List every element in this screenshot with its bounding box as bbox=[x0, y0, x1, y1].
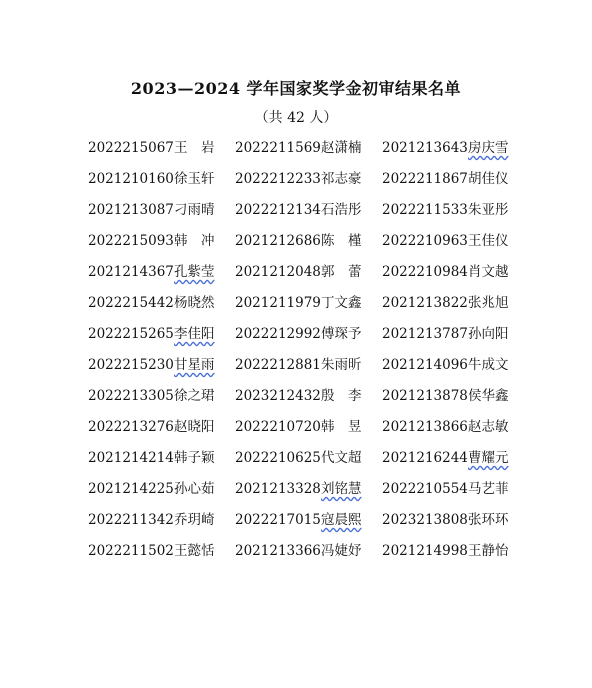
student-id: 2021212686 bbox=[235, 233, 321, 249]
student-id: 2021214214 bbox=[88, 450, 174, 466]
student-id: 2023212432 bbox=[235, 388, 321, 404]
list-item bbox=[235, 138, 377, 158]
student-name: 王静怡 bbox=[468, 543, 509, 559]
student-id: 2022211867 bbox=[382, 171, 468, 187]
student-name: 陈 槿 bbox=[321, 233, 362, 249]
list-item bbox=[88, 448, 230, 468]
student-id: 2021213822 bbox=[382, 295, 468, 311]
list-item bbox=[88, 386, 230, 406]
student-name: 徐之珺 bbox=[174, 388, 215, 404]
student-id: 2021212048 bbox=[235, 264, 321, 280]
student-name: 孙向阳 bbox=[468, 326, 509, 342]
list-item bbox=[382, 479, 524, 499]
student-id: 2021214096 bbox=[382, 357, 468, 373]
student-id: 2022215093 bbox=[88, 233, 174, 249]
student-name: 石浩彤 bbox=[321, 202, 362, 218]
list-item bbox=[382, 510, 524, 530]
list-item bbox=[235, 262, 377, 282]
student-id: 2022211502 bbox=[88, 543, 174, 559]
student-name: 朱亚彤 bbox=[468, 202, 509, 218]
student-name: 张环环 bbox=[468, 512, 509, 528]
student-id: 2022212881 bbox=[235, 357, 321, 373]
student-id: 2022215067 bbox=[88, 140, 174, 156]
student-id: 2022217015 bbox=[235, 512, 321, 528]
list-item bbox=[88, 479, 230, 499]
student-id: 2021211979 bbox=[235, 295, 321, 311]
student-name: 曹耀元 bbox=[468, 450, 509, 466]
list-item bbox=[88, 293, 230, 313]
student-id: 2021213087 bbox=[88, 202, 174, 218]
student-name: 王佳仪 bbox=[468, 233, 509, 249]
student-name: 朱雨昕 bbox=[321, 357, 362, 373]
student-id: 2022215230 bbox=[88, 357, 174, 373]
list-item bbox=[88, 355, 230, 375]
list-item bbox=[235, 293, 377, 313]
list-item bbox=[235, 510, 377, 530]
list-item bbox=[88, 231, 230, 251]
student-id: 2022210720 bbox=[235, 419, 321, 435]
list-item bbox=[235, 386, 377, 406]
student-id: 2021214998 bbox=[382, 543, 468, 559]
student-id: 2021214225 bbox=[88, 481, 174, 497]
student-id: 2022213305 bbox=[88, 388, 174, 404]
student-id: 2021213866 bbox=[382, 419, 468, 435]
list-item bbox=[235, 355, 377, 375]
student-id: 2021213878 bbox=[382, 388, 468, 404]
student-name: 刁雨晴 bbox=[174, 202, 215, 218]
list-item bbox=[88, 417, 230, 437]
student-name: 冯婕妤 bbox=[321, 543, 362, 559]
list-item bbox=[382, 293, 524, 313]
student-name: 傅琛予 bbox=[321, 326, 362, 342]
student-id: 2021214367 bbox=[88, 264, 174, 280]
student-id: 2022212134 bbox=[235, 202, 321, 218]
list-item bbox=[382, 417, 524, 437]
list-item bbox=[235, 169, 377, 189]
student-id: 2022215442 bbox=[88, 295, 174, 311]
student-name: 祁志豪 bbox=[321, 171, 362, 187]
list-item bbox=[235, 541, 377, 561]
list-item bbox=[382, 200, 524, 220]
student-name: 胡佳仪 bbox=[468, 171, 509, 187]
student-id: 2023213808 bbox=[382, 512, 468, 528]
student-name: 牛成文 bbox=[468, 357, 509, 373]
student-id: 2022212992 bbox=[235, 326, 321, 342]
student-name: 刘铭慧 bbox=[321, 481, 362, 497]
list-item bbox=[382, 448, 524, 468]
student-name: 韩子颖 bbox=[174, 450, 215, 466]
student-name: 赵潇楠 bbox=[321, 140, 362, 156]
student-id: 2021213328 bbox=[235, 481, 321, 497]
student-name: 韩 昱 bbox=[321, 419, 362, 435]
student-id: 2022212233 bbox=[235, 171, 321, 187]
student-name: 侯华鑫 bbox=[468, 388, 509, 404]
student-name: 代文超 bbox=[321, 450, 362, 466]
student-id: 2022210625 bbox=[235, 450, 321, 466]
list-item bbox=[235, 231, 377, 251]
student-name: 李佳阳 bbox=[174, 326, 215, 342]
document-subtitle: （共 42 人） bbox=[254, 110, 338, 126]
student-name: 甘星雨 bbox=[174, 357, 215, 373]
student-id: 2021213643 bbox=[382, 140, 468, 156]
student-id: 2021216244 bbox=[382, 450, 468, 466]
list-item bbox=[382, 386, 524, 406]
student-name: 乔玥崎 bbox=[174, 512, 215, 528]
student-name: 殷 李 bbox=[321, 388, 362, 404]
student-id: 2022211533 bbox=[382, 202, 468, 218]
student-id: 2022210984 bbox=[382, 264, 468, 280]
student-name: 王 岩 bbox=[174, 140, 215, 156]
list-item bbox=[382, 355, 524, 375]
student-id: 2022210963 bbox=[382, 233, 468, 249]
list-item bbox=[88, 138, 230, 158]
student-name: 赵晓阳 bbox=[174, 419, 215, 435]
list-item bbox=[382, 231, 524, 251]
student-name: 徐玉轩 bbox=[174, 171, 215, 187]
list-item bbox=[88, 324, 230, 344]
student-name: 韩 冲 bbox=[174, 233, 215, 249]
student-id: 2021213787 bbox=[382, 326, 468, 342]
student-name: 寇晨熙 bbox=[321, 512, 362, 528]
student-name: 赵志敏 bbox=[468, 419, 509, 435]
list-item bbox=[235, 200, 377, 220]
student-id: 2022215265 bbox=[88, 326, 174, 342]
student-name: 马艺菲 bbox=[468, 481, 509, 497]
document-title: 2023—2024 学年国家奖学金初审结果名单 bbox=[130, 79, 462, 98]
list-item bbox=[382, 138, 524, 158]
list-item bbox=[88, 541, 230, 561]
list-item bbox=[382, 324, 524, 344]
student-id: 2022213276 bbox=[88, 419, 174, 435]
list-item bbox=[382, 262, 524, 282]
list-item bbox=[235, 324, 377, 344]
student-name: 杨晓然 bbox=[174, 295, 215, 311]
list-item bbox=[382, 169, 524, 189]
student-id: 2021213366 bbox=[235, 543, 321, 559]
list-item bbox=[235, 479, 377, 499]
list-item bbox=[382, 541, 524, 561]
student-name: 丁文鑫 bbox=[321, 295, 362, 311]
student-name: 孔紫莹 bbox=[174, 264, 215, 280]
student-name: 王懿恬 bbox=[174, 543, 215, 559]
list-item bbox=[88, 510, 230, 530]
student-id: 2021210160 bbox=[88, 171, 174, 187]
list-item bbox=[235, 417, 377, 437]
list-item bbox=[88, 169, 230, 189]
student-name: 郭 蕾 bbox=[321, 264, 362, 280]
list-item bbox=[235, 448, 377, 468]
student-name: 房庆雪 bbox=[468, 140, 509, 156]
student-name: 肖文越 bbox=[468, 264, 509, 280]
student-id: 2022211342 bbox=[88, 512, 174, 528]
student-name: 张兆旭 bbox=[468, 295, 509, 311]
list-item bbox=[88, 200, 230, 220]
student-id: 2022210554 bbox=[382, 481, 468, 497]
student-id: 2022211569 bbox=[235, 140, 321, 156]
list-item bbox=[88, 262, 230, 282]
student-name: 孙心茹 bbox=[174, 481, 215, 497]
